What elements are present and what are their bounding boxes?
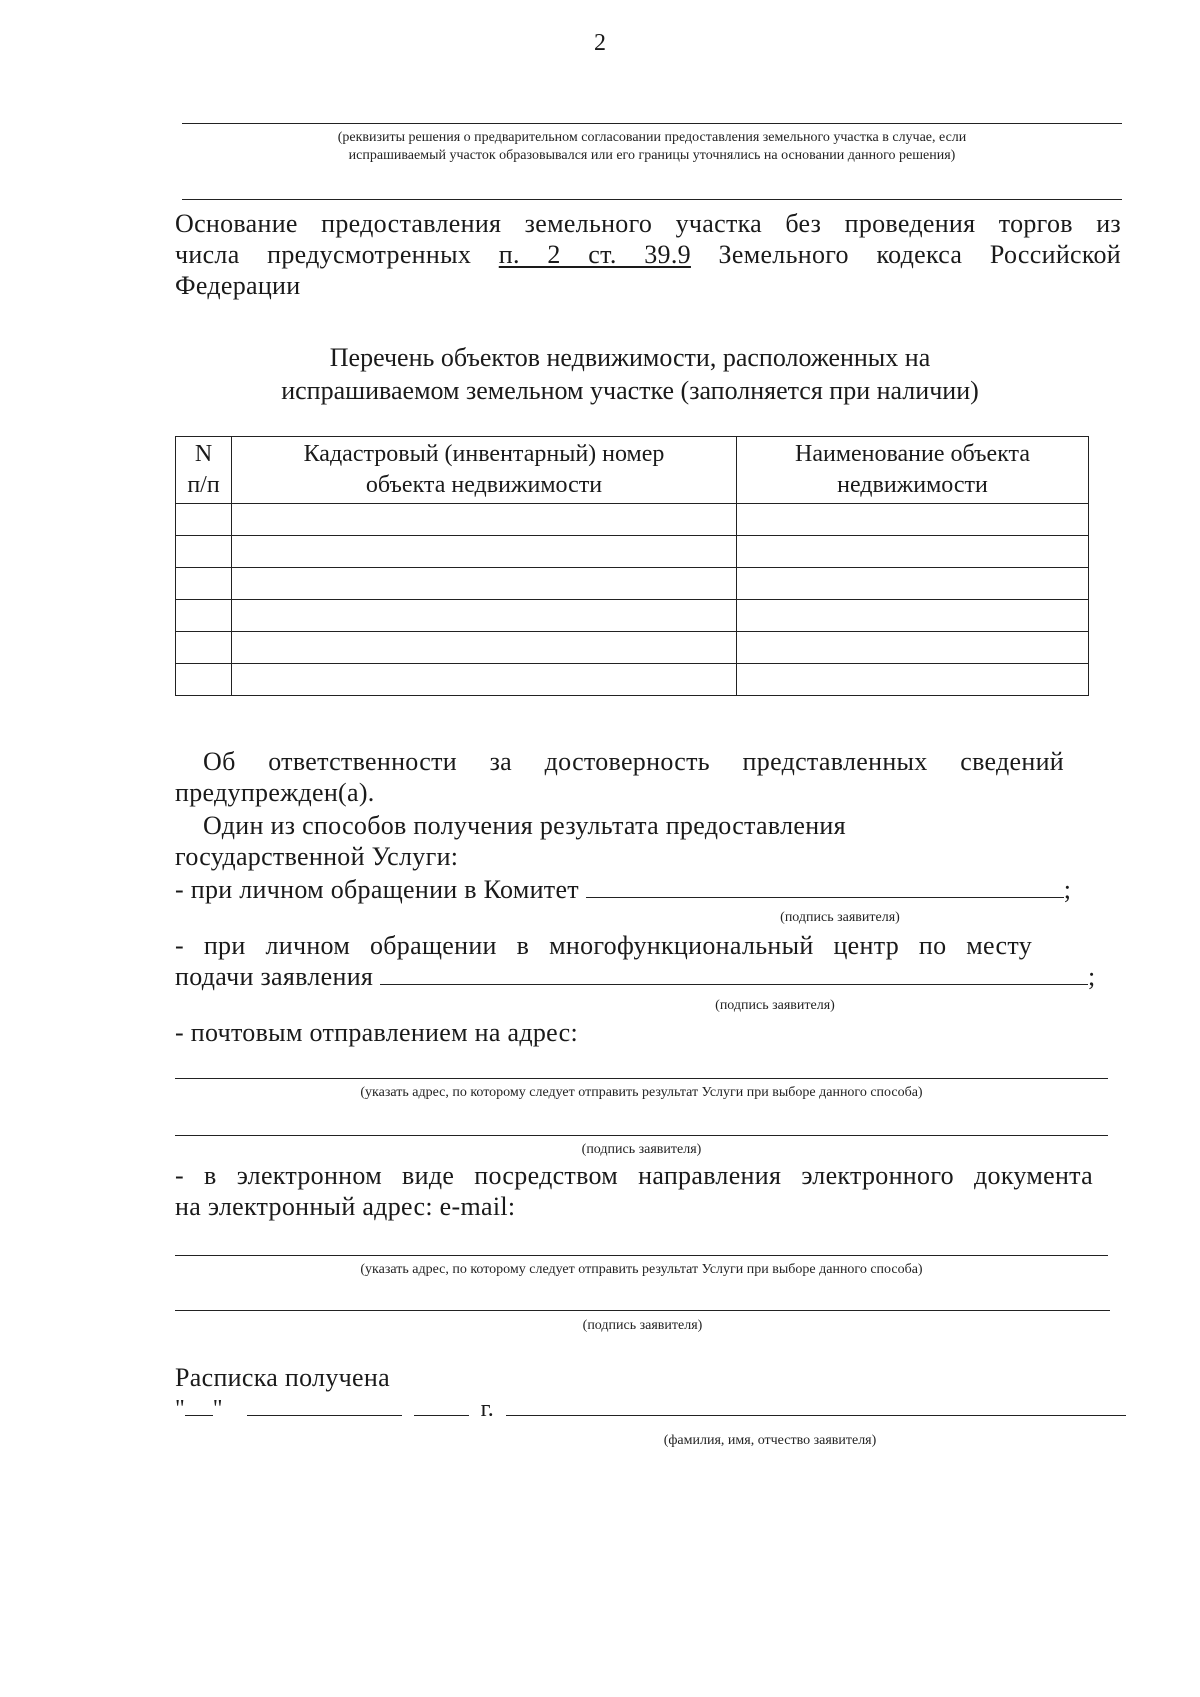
header-cadastral	[232, 437, 737, 504]
header-object-name-line1: Наименование объекта	[795, 441, 1030, 467]
mfc-line1: - при личном обращении в многофункциональный центр по месту	[175, 931, 1032, 960]
table-cell[interactable]	[737, 568, 1089, 600]
responsibility-line1: Об ответственности за достоверность представленных сведений	[203, 747, 1064, 776]
decision-line-bottom	[182, 199, 1122, 200]
table-cell[interactable]	[737, 664, 1089, 696]
table-cell[interactable]	[232, 664, 737, 696]
header-number-line2: п/п	[187, 472, 220, 498]
mfc-method	[175, 961, 1096, 992]
list-title-line2: испрашиваемом земельном участке (заполняется при наличии)	[281, 376, 979, 405]
email-signature-field[interactable]	[175, 1310, 1110, 1311]
header-object-name-line2: недвижимости	[837, 472, 988, 498]
basis-line2	[175, 239, 1121, 270]
full-name-caption: (фамилия, имя, отчество заявителя)	[663, 1433, 877, 1448]
table-header-row	[176, 437, 1089, 504]
receipt-full-name-field[interactable]	[506, 1395, 1126, 1416]
table-row	[176, 664, 1089, 696]
real-estate-table	[175, 436, 1089, 696]
electronic-line2: на электронный адрес: e-mail:	[175, 1192, 516, 1221]
methods-intro-line2: государственной Услуги:	[175, 842, 459, 871]
mfc-signature-caption: (подпись заявителя)	[715, 998, 835, 1013]
postal-address-caption: (указать адрес, по которому следует отправить результат Услуги при выборе данного способа)	[360, 1085, 923, 1100]
methods-intro-line1: Один из способов получения результата предоставления	[203, 811, 846, 840]
committee-signature-caption: (подпись заявителя)	[780, 910, 900, 925]
responsibility-line2: предупрежден(а).	[175, 778, 375, 807]
basis-line2-before: числа предусмотренных	[175, 240, 499, 269]
mfc-line2: подачи заявления	[175, 962, 374, 991]
table-cell[interactable]	[737, 600, 1089, 632]
postal-signature-caption: (подпись заявителя)	[581, 1142, 702, 1157]
mfc-semicolon: ;	[1088, 962, 1096, 991]
decision-caption-line1: (реквизиты решения о предварительном согласовании предоставления земельного участка в случае, если	[337, 130, 967, 145]
receipt-year-field[interactable]	[414, 1395, 469, 1416]
header-object-name	[737, 437, 1089, 504]
table-row	[176, 536, 1089, 568]
email-signature-caption: (подпись заявителя)	[582, 1318, 703, 1333]
page-number: 2	[594, 30, 606, 56]
article-link[interactable]: п. 2 ст. 39.9	[498, 240, 691, 269]
mfc-signature-field[interactable]	[380, 964, 1088, 985]
postal-signature-field[interactable]	[175, 1135, 1108, 1136]
real-estate-list-title	[200, 341, 1060, 407]
committee-semicolon: ;	[1063, 875, 1072, 904]
header-cadastral-line1: Кадастровый (инвентарный) номер	[303, 441, 665, 467]
email-address-field[interactable]	[175, 1255, 1108, 1256]
table-cell[interactable]	[176, 536, 232, 568]
table-cell[interactable]	[232, 632, 737, 664]
table-cell[interactable]	[176, 600, 232, 632]
committee-method	[175, 874, 1071, 905]
table-cell[interactable]	[232, 600, 737, 632]
table-row	[176, 504, 1089, 536]
basis-line1: Основание предоставления земельного участка без проведения торгов из	[175, 209, 1121, 238]
basis-line3: Федерации	[175, 271, 301, 300]
decision-caption-line2: испрашиваемый участок образовывался или его границы уточнялись на основании данного решения)	[348, 148, 956, 163]
quote-close: "	[212, 1396, 223, 1422]
table-cell[interactable]	[176, 568, 232, 600]
table-cell[interactable]	[232, 536, 737, 568]
receipt-title: Расписка получена	[175, 1363, 390, 1392]
postal-address-field[interactable]	[175, 1078, 1108, 1079]
decision-caption	[182, 129, 1122, 165]
header-cadastral-line2: объекта недвижимости	[365, 472, 603, 498]
receipt-month-field[interactable]	[247, 1395, 402, 1416]
table-row	[176, 568, 1089, 600]
electronic-line1: - в электронном виде посредством направления электронного документа	[175, 1161, 1093, 1190]
table-cell[interactable]	[232, 568, 737, 600]
table-cell[interactable]	[737, 536, 1089, 568]
table-cell[interactable]	[232, 504, 737, 536]
table-row	[176, 632, 1089, 664]
table-cell[interactable]	[737, 504, 1089, 536]
table-row	[176, 600, 1089, 632]
receipt-date-line	[175, 1395, 1126, 1423]
table-cell[interactable]	[737, 632, 1089, 664]
postal-method: - почтовым отправлением на адрес:	[175, 1018, 579, 1047]
committee-label: - при личном обращении в Комитет	[175, 875, 579, 904]
table-cell[interactable]	[176, 664, 232, 696]
header-number	[176, 437, 232, 504]
list-title-line1: Перечень объектов недвижимости, расположенных на	[329, 343, 931, 372]
decision-line	[182, 123, 1122, 124]
basis-line2-after: Земельного кодекса Российской	[690, 240, 1122, 269]
table-cell[interactable]	[176, 504, 232, 536]
real-estate-table-wrap	[175, 436, 1088, 696]
receipt-day-field[interactable]	[185, 1395, 213, 1416]
committee-signature-field[interactable]	[586, 877, 1064, 898]
receipt-year-suffix: г.	[480, 1396, 494, 1422]
email-address-caption: (указать адрес, по которому следует отправить результат Услуги при выборе данного способа)	[360, 1262, 923, 1277]
header-number-line1: N	[194, 441, 213, 467]
table-cell[interactable]	[176, 632, 232, 664]
quote-open: "	[175, 1396, 185, 1422]
